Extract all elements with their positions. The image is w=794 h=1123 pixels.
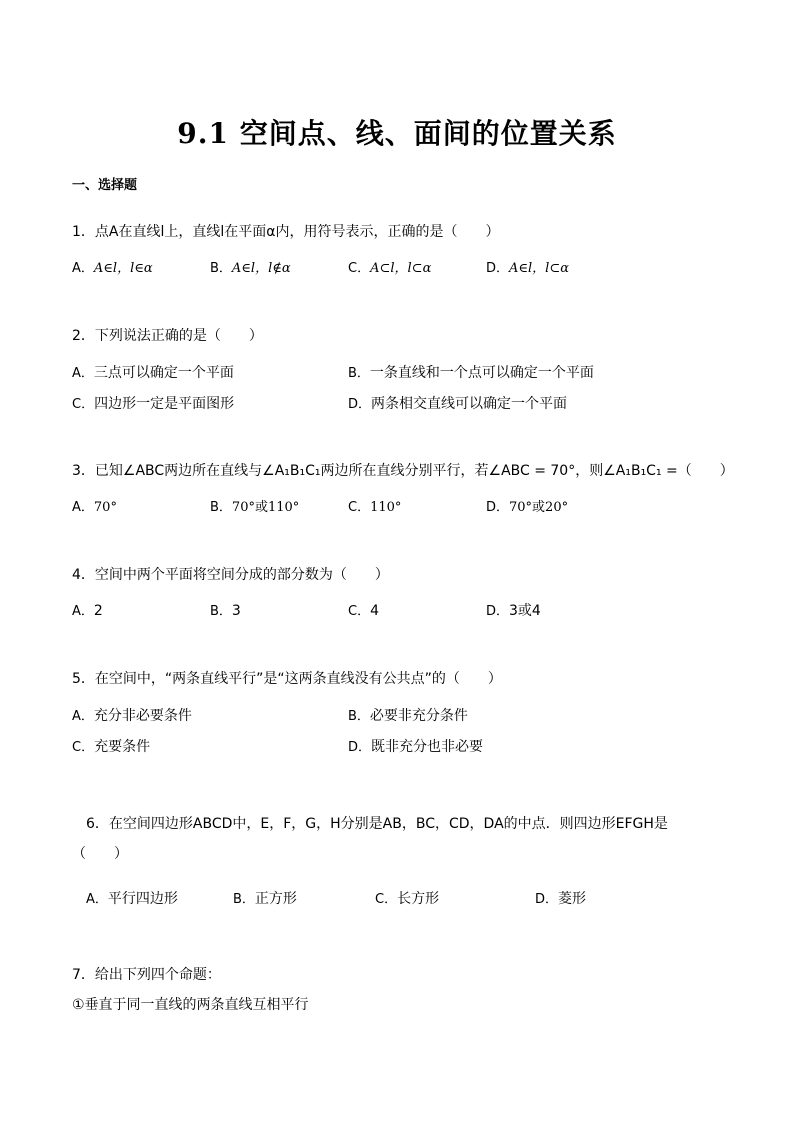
option-text: 2 (93, 603, 103, 619)
question-2-option-a (72, 364, 234, 383)
option-text: 既非充分也非必要 (371, 739, 484, 755)
question-1-option-c (348, 259, 431, 278)
option-text: A∈l，l∉α (231, 261, 291, 276)
question-6-option-a (86, 890, 178, 909)
option-text: 两条相交直线可以确定一个平面 (371, 396, 568, 412)
option-text: 必要非充分条件 (369, 708, 468, 724)
question-4-option-d (486, 602, 541, 621)
option-label: B． (348, 709, 370, 724)
option-label: D． (348, 740, 372, 755)
question-6-option-d (535, 890, 586, 909)
option-label: A． (72, 500, 94, 515)
question-1-stem: 1．点A在直线l上，直线l在平面α内，用符号表示，正确的是（ ） (72, 224, 500, 240)
question-4-option-b (210, 602, 241, 621)
option-text: 四边形一定是平面图形 (94, 396, 235, 412)
option-label: B． (210, 261, 232, 276)
option-label: A． (72, 366, 94, 381)
option-text: 长方形 (397, 891, 440, 907)
question-6-stem-continued: （ ） (72, 846, 128, 862)
option-text: 充要条件 (94, 739, 151, 755)
option-text: 4 (370, 603, 379, 619)
option-label: C． (375, 892, 398, 907)
question-2-option-d (348, 395, 567, 414)
option-text: 3或4 (509, 603, 541, 619)
option-label: D． (486, 261, 510, 276)
option-text: 110° (370, 500, 402, 515)
question-3-stem: 3．已知∠ABC两边所在直线与∠A₁B₁C₁两边所在直线分别平行，若∠ABC = 70°，则∠A₁B₁C₁ =（ ） (72, 463, 734, 479)
option-text: 3 (231, 603, 241, 619)
option-label: D． (348, 397, 372, 412)
question-3-option-c (348, 498, 401, 517)
option-label: A． (72, 709, 94, 724)
option-text: 70°或110° (231, 500, 300, 515)
option-label: D． (486, 500, 510, 515)
page-title: 9.1 空间点、线、面间的位置关系 (177, 117, 617, 150)
option-text: 充分非必要条件 (93, 708, 192, 724)
question-7-stem: 7．给出下列四个命题： (72, 967, 221, 983)
question-6-stem: 6．在空间四边形ABCD中，E，F，G，H分别是AB，BC，CD，DA的中点．则四边形EFGH是 (86, 816, 668, 832)
question-5-stem: 5．在空间中，“两条直线平行”是“这两条直线没有公共点”的（ ） (72, 671, 502, 687)
question-3-option-a (72, 498, 117, 517)
question-1-option-b (210, 259, 291, 278)
section-heading: 一、选择题 (72, 178, 138, 193)
question-7-item-1: ①垂直于同一直线的两条直线互相平行 (72, 997, 309, 1013)
question-3-option-d (486, 498, 568, 517)
option-text: 70° (93, 500, 117, 515)
option-text: 一条直线和一个点可以确定一个平面 (369, 365, 594, 381)
option-label: D． (535, 892, 559, 907)
question-4-option-c (348, 602, 379, 621)
option-label: A． (72, 604, 94, 619)
question-2-option-c (72, 395, 234, 414)
option-label: C． (72, 397, 95, 412)
option-label: B． (210, 500, 232, 515)
option-text: 正方形 (254, 891, 297, 907)
option-text: 平行四边形 (107, 891, 178, 907)
option-text: 70°或20° (509, 500, 569, 515)
question-6-option-b (233, 890, 297, 909)
question-3-option-b (210, 498, 299, 517)
question-4-stem: 4．空间中两个平面将空间分成的部分数为（ ） (72, 567, 389, 583)
option-text: 菱形 (558, 891, 587, 907)
question-2-option-b (348, 364, 594, 383)
option-label: C． (348, 261, 371, 276)
option-label: B． (210, 604, 232, 619)
option-text: A∈l，l∈α (93, 261, 153, 276)
question-1-option-a (72, 259, 153, 278)
option-text: A⊂l，l⊂α (370, 261, 432, 276)
option-label: C． (348, 604, 371, 619)
option-label: D． (486, 604, 510, 619)
option-label: A． (72, 261, 94, 276)
option-text: A∈l，l⊂α (509, 261, 570, 276)
question-5-option-d (348, 738, 483, 757)
option-text: 三点可以确定一个平面 (93, 365, 234, 381)
question-5-option-b (348, 707, 468, 726)
option-label: A． (86, 892, 108, 907)
option-label: B． (233, 892, 255, 907)
option-label: B． (348, 366, 370, 381)
option-label: C． (348, 500, 371, 515)
option-label: C． (72, 740, 95, 755)
question-6-option-c (375, 890, 439, 909)
question-1-option-d (486, 259, 569, 278)
question-4-option-a (72, 602, 103, 621)
question-5-option-c (72, 738, 150, 757)
question-5-option-a (72, 707, 192, 726)
question-2-stem: 2．下列说法正确的是（ ） (72, 328, 263, 344)
